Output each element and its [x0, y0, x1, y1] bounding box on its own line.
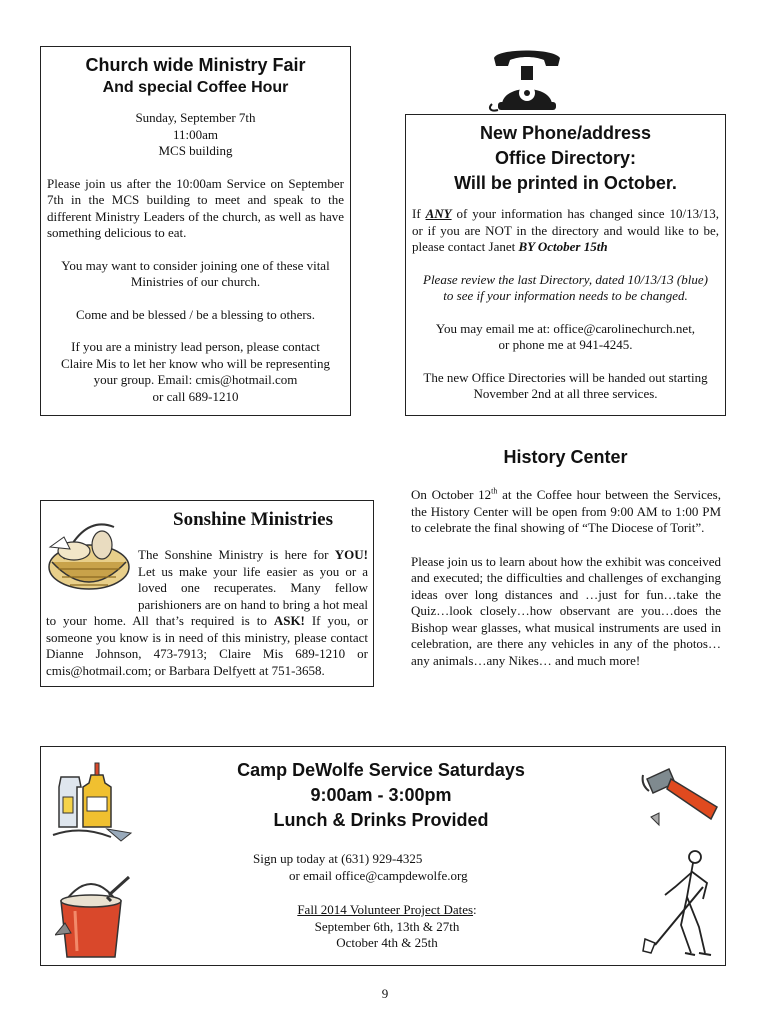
fair-date: Sunday, September 7th [135, 110, 256, 125]
man-shoveling-icon [641, 847, 721, 959]
directory-title-line-3: Will be printed in October. [454, 173, 677, 193]
camp-dates-heading: Fall 2014 Volunteer Project Dates: [297, 902, 477, 917]
fair-place: MCS building [158, 143, 233, 158]
deadline-emphasis: BY October 15th [518, 239, 608, 254]
fair-contact-line-2: Claire Mis to let her know who will be representing [61, 355, 330, 371]
directory-phone-line: or phone me at 941-4245. [498, 337, 633, 352]
fair-paragraph-2-line-1: You may want to consider joining one of these vital [61, 257, 330, 273]
camp-title-line-1: Camp DeWolfe Service Saturdays [237, 760, 525, 780]
hammer-icon [641, 761, 721, 831]
camp-title-line-2: 9:00am - 3:00pm [310, 785, 452, 805]
camp-dates-september: September 6th, 13th & 27th [314, 918, 460, 934]
fair-paragraph-3: Come and be blessed / be a blessing to others. [75, 306, 315, 322]
directory-paragraph-1: If ANY of your information has changed since 10/13/13, or if you are NOT in the directory and would like to be, please contact Janet BY October 15th [412, 206, 719, 254]
camp-signup-phone: Sign up today at (631) 929-4325 [253, 851, 423, 866]
history-title: History Center [503, 447, 628, 467]
directory-review-line-2: to see if your information needs to be changed. [443, 288, 688, 303]
fair-paragraph-1: Please join us after the 10:00am Service on September 7th in the MCS building to meet and speak to the different Ministry Leaders of the church, as well as have something delicious to eat. [47, 175, 344, 240]
fair-contact-line-1: If you are a ministry lead person, please contact [71, 339, 320, 354]
office-directory-box [405, 114, 726, 416]
basket-icon [44, 507, 134, 602]
camp-title-line-3: Lunch & Drinks Provided [273, 810, 489, 830]
directory-handout-line-2: November 2nd at all three services. [473, 386, 658, 401]
fair-paragraph-2-line-2: Ministries of our church. [130, 274, 261, 289]
ministry-fair-box [40, 46, 351, 416]
directory-title-line-1: New Phone/address [479, 123, 652, 143]
directory-review-line-1: Please review the last Directory, dated 10/13/13 (blue) [423, 271, 708, 287]
page-number: 9 [381, 986, 389, 1001]
fair-contact-line-4: or call 689-1210 [152, 388, 239, 404]
fair-time: 11:00am [172, 126, 218, 142]
history-paragraph-2: Please join us to learn about how the exhibit was conceived and executed; the difficulties and challenges of exchanging ideas over long distances and …just for fun…take the Quiz…look closely…how observant are you…does the Bishop wear glasses, what musical instruments are used in celebration, are there any vehicles in any of the photos…any animals…any Nikes… and much more! [411, 553, 721, 668]
camp-dewolfe-box [40, 746, 726, 966]
any-emphasis: ANY [425, 206, 452, 221]
fair-subtitle: And special Coffee Hour [102, 79, 289, 96]
sonshine-title: Sonshine Ministries [173, 509, 333, 530]
history-text [411, 487, 721, 669]
directory-email-line: You may email me at: office@carolinechurch.net, [435, 320, 696, 336]
directory-handout-line-1: The new Office Directories will be handed out starting [423, 369, 708, 385]
telephone-icon [488, 44, 566, 114]
sonshine-paragraph: The Sonshine Ministry is here for YOU! Let us make your life easier as you or a loved one recuperates. Many fellow parishioners are on hand to bring a hot meal to your home. All that’s required is to ASK! If you, or someone you know is in need of this ministry, please contact Dianne Johnson, 473-7913; Claire Mis 689-1210 or cmis@hotmail.com; or Barbara Delfyett at 751-3658. [46, 547, 368, 678]
fair-title: Church wide Ministry Fair [85, 55, 306, 75]
fair-contact-line-3: your group. Email: cmis@hotmail.com [93, 372, 298, 387]
camp-dates-october: October 4th & 25th [336, 935, 438, 950]
camp-signup-email: or email office@campdewolfe.org [289, 867, 468, 883]
history-paragraph-1: On October 12th at the Coffee hour between the Services, the History Center will be open from 9:00 AM to 1:00 PM to celebrate the final showing of “The Diocese of Torit”. [411, 486, 721, 535]
paint-bucket-icon [55, 875, 135, 961]
directory-title-line-2: Office Directory: [494, 148, 637, 168]
cleaning-supplies-icon [51, 757, 141, 842]
sonshine-ministries-box [40, 500, 374, 687]
